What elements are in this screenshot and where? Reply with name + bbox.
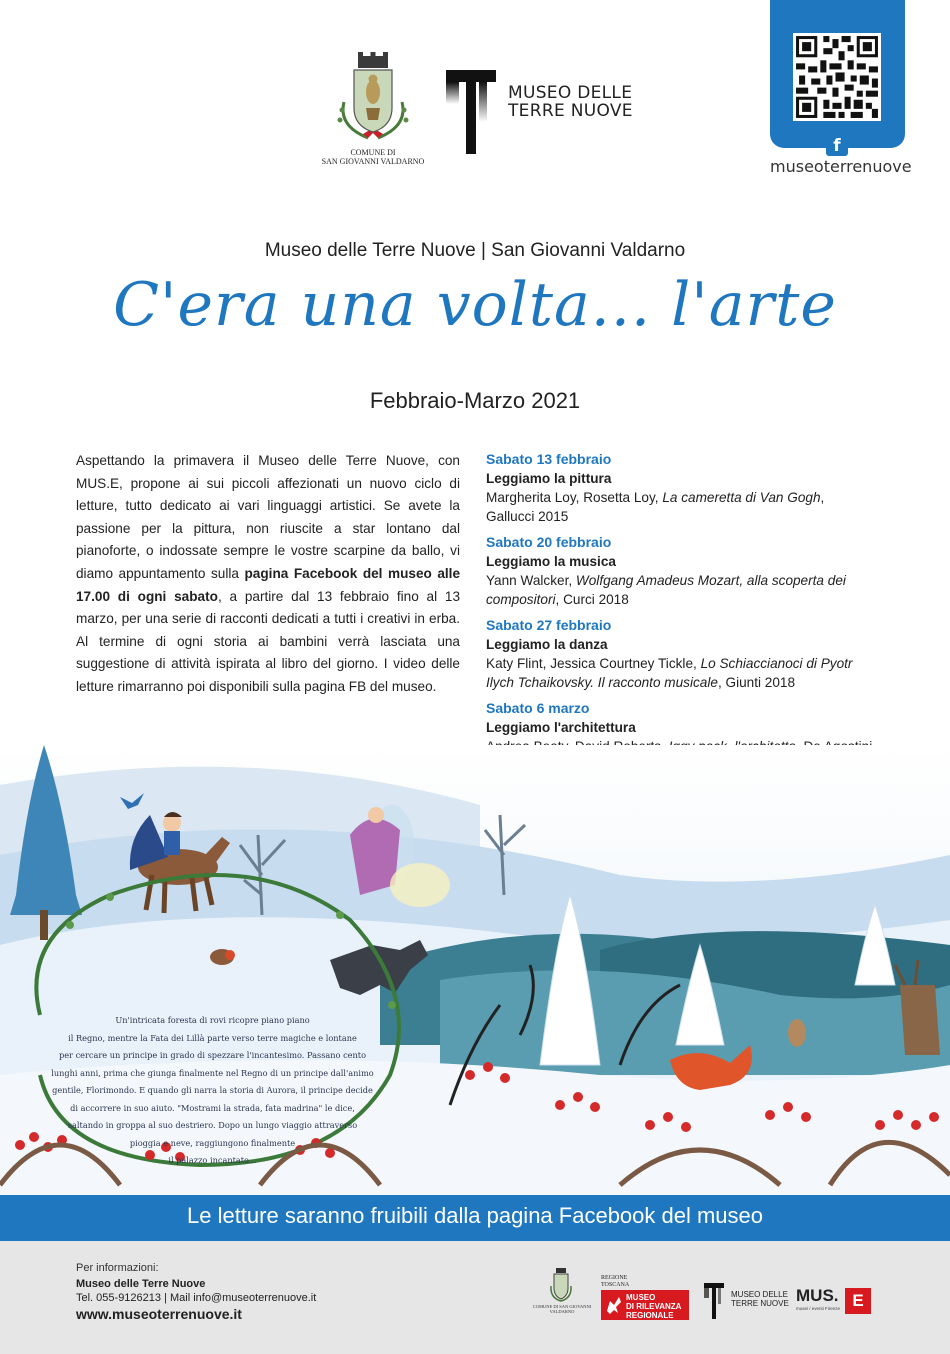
- comune-crest-icon: [330, 52, 416, 142]
- story-line: per cercare un principe in grado di spezzare l'incantesimo. Passano cento: [58, 1050, 367, 1060]
- region-badge-text: [626, 1293, 681, 1320]
- footer-comune-crest-icon: [548, 1268, 574, 1302]
- qr-code-icon[interactable]: [793, 33, 881, 121]
- region-badge-line3: REGIONALE: [626, 1311, 674, 1320]
- region-badge-line2: DI RILEVANZA: [626, 1302, 682, 1311]
- story-line: pioggia e neve, raggiungono finalmente: [129, 1137, 296, 1148]
- intro-paragraph: [76, 450, 460, 699]
- schedule-book-title: La cameretta di Van Gogh: [662, 490, 821, 505]
- schedule-title: Leggiamo la pittura: [486, 471, 612, 486]
- intro-text-bold: pagina Facebook del museo alle 17.00 di ogni sabato: [76, 565, 461, 604]
- schedule-title: Leggiamo la musica: [486, 554, 616, 569]
- schedule-book: [486, 654, 876, 692]
- schedule-item: [486, 532, 876, 609]
- schedule-item: [486, 449, 876, 526]
- schedule-publisher: , Curci 2018: [555, 592, 629, 607]
- museum-name-line1: MUSEO DELLE: [508, 83, 633, 103]
- schedule-item: [486, 615, 876, 692]
- schedule-book: [486, 488, 876, 526]
- region-badge-line1: MUSEO: [626, 1293, 656, 1302]
- story-line: lunghi anni, prima che giunga finalmente nel Regno di un principe dall'animo: [51, 1067, 374, 1078]
- footer-comune-label: COMUNE DI SAN GIOVANNI VALDARNO: [532, 1304, 592, 1314]
- footer-museum-line2: TERRE NUOVE: [731, 1299, 789, 1308]
- museum-logo-icon: [446, 70, 496, 154]
- muse-logo: MUS.: [796, 1286, 839, 1305]
- footer-museum-logo-icon: [704, 1283, 724, 1319]
- schedule-book-title: Lo Schiaccianoci di Pyotr Ilych Tchaikovsky. Il racconto musicale: [486, 656, 853, 690]
- muse-logo-subtitle: musei / eventi Firenze: [796, 1306, 841, 1311]
- comune-label-line1: COMUNE DI: [350, 148, 396, 157]
- intro-text-end: , a partire dal 13 febbraio fino al 13 marzo, per una serie di racconti dedicati a tutti i creativi in erba. Al termine di ogni storia ai bambini verrà lasciata una suggestione di attività ispirata al libro del giorno. I video delle letture rimarranno poi disponibili sulla pagina FB del museo.: [76, 588, 461, 694]
- info-museum: Museo delle Terre Nuove: [76, 1278, 206, 1290]
- info-contacts[interactable]: Tel. 055-9126213 | Mail info@museoterrenuove.it: [76, 1292, 317, 1304]
- story-line: il Regno, mentre la Fata dei Lillà parte verso terre magiche e lontane: [68, 1032, 357, 1043]
- museum-name: [508, 84, 633, 120]
- region-pegasus-icon: [604, 1293, 624, 1317]
- facebook-banner-text: Le letture saranno fruibili dalla pagina Facebook del museo: [186, 1203, 764, 1228]
- comune-label: [300, 148, 446, 166]
- event-subtitle: Museo delle Terre Nuove | San Giovanni Valdarno: [264, 240, 686, 261]
- museum-name-line2: TERRE NUOVE: [508, 101, 633, 121]
- story-line: gentile, Florimondo. E quando gli narra la storia di Aurora, il principe decide: [52, 1085, 373, 1095]
- schedule-book-title: Wolfgang Amadeus Mozart, alla scoperta dei compositori: [486, 573, 846, 607]
- schedule-authors: Katy Flint, Jessica Courtney Tickle,: [486, 656, 701, 671]
- schedule-authors: Margherita Loy, Rosetta Loy,: [486, 490, 663, 505]
- schedule-authors: Yann Walcker,: [486, 573, 576, 588]
- story-line: Un'intricata foresta di rovi ricopre piano piano: [115, 1015, 310, 1025]
- schedule-title: Leggiamo l'architettura: [486, 720, 636, 735]
- info-label: Per informazioni:: [76, 1262, 159, 1274]
- comune-label-line2: SAN GIOVANNI VALDARNO: [321, 157, 425, 166]
- footer-museum-line1: MUSEO DELLE: [731, 1290, 788, 1299]
- footer-museum-name: [731, 1290, 789, 1308]
- schedule-publisher: , Gallucci 2015: [486, 490, 825, 524]
- region-label: [601, 1275, 629, 1288]
- story-line: saltando in groppa al suo destriero. Dopo un lungo viaggio attraverso: [67, 1120, 358, 1130]
- website-link[interactable]: www.museoterrenuove.it: [76, 1306, 242, 1322]
- schedule-date: Sabato 6 marzo: [486, 700, 590, 716]
- schedule-date: Sabato 20 febbraio: [486, 534, 612, 550]
- intro-text-start: Aspettando la primavera il Museo delle Terre Nuove, con MUS.E, propone ai sui piccoli affezionati un nuovo ciclo di letture, tutto dedicato ai vari linguaggi artistici. Se avete la passione per la pittura, non riuscite a star lontano dal pianoforte, o indossate sempre le vostre scarpine da ballo, vi diamo appuntamento sulla: [76, 453, 460, 581]
- schedule-date: Sabato 13 febbraio: [486, 451, 612, 467]
- region-label-line1: REGIONE: [601, 1275, 628, 1281]
- event-dates: Febbraio-Marzo 2021: [369, 388, 581, 413]
- story-line: il palazzo incantato...: [168, 1155, 257, 1165]
- story-line: di accorrere in suo aiuto. "Mostrami la strada, fata madrina" le dice,: [70, 1102, 355, 1113]
- schedule-publisher: , Giunti 2018: [717, 675, 796, 690]
- muse-logo-e: E: [845, 1288, 871, 1314]
- schedule-book: [486, 571, 876, 609]
- facebook-handle[interactable]: museoterrenuove: [770, 157, 912, 176]
- story-text: [50, 1012, 375, 1170]
- event-title: C'era una volta... l'arte: [113, 270, 837, 340]
- schedule-date: Sabato 27 febbraio: [486, 617, 612, 633]
- schedule-title: Leggiamo la danza: [486, 637, 608, 652]
- facebook-icon[interactable]: f: [826, 134, 848, 156]
- region-label-line2: TOSCANA: [601, 1281, 630, 1288]
